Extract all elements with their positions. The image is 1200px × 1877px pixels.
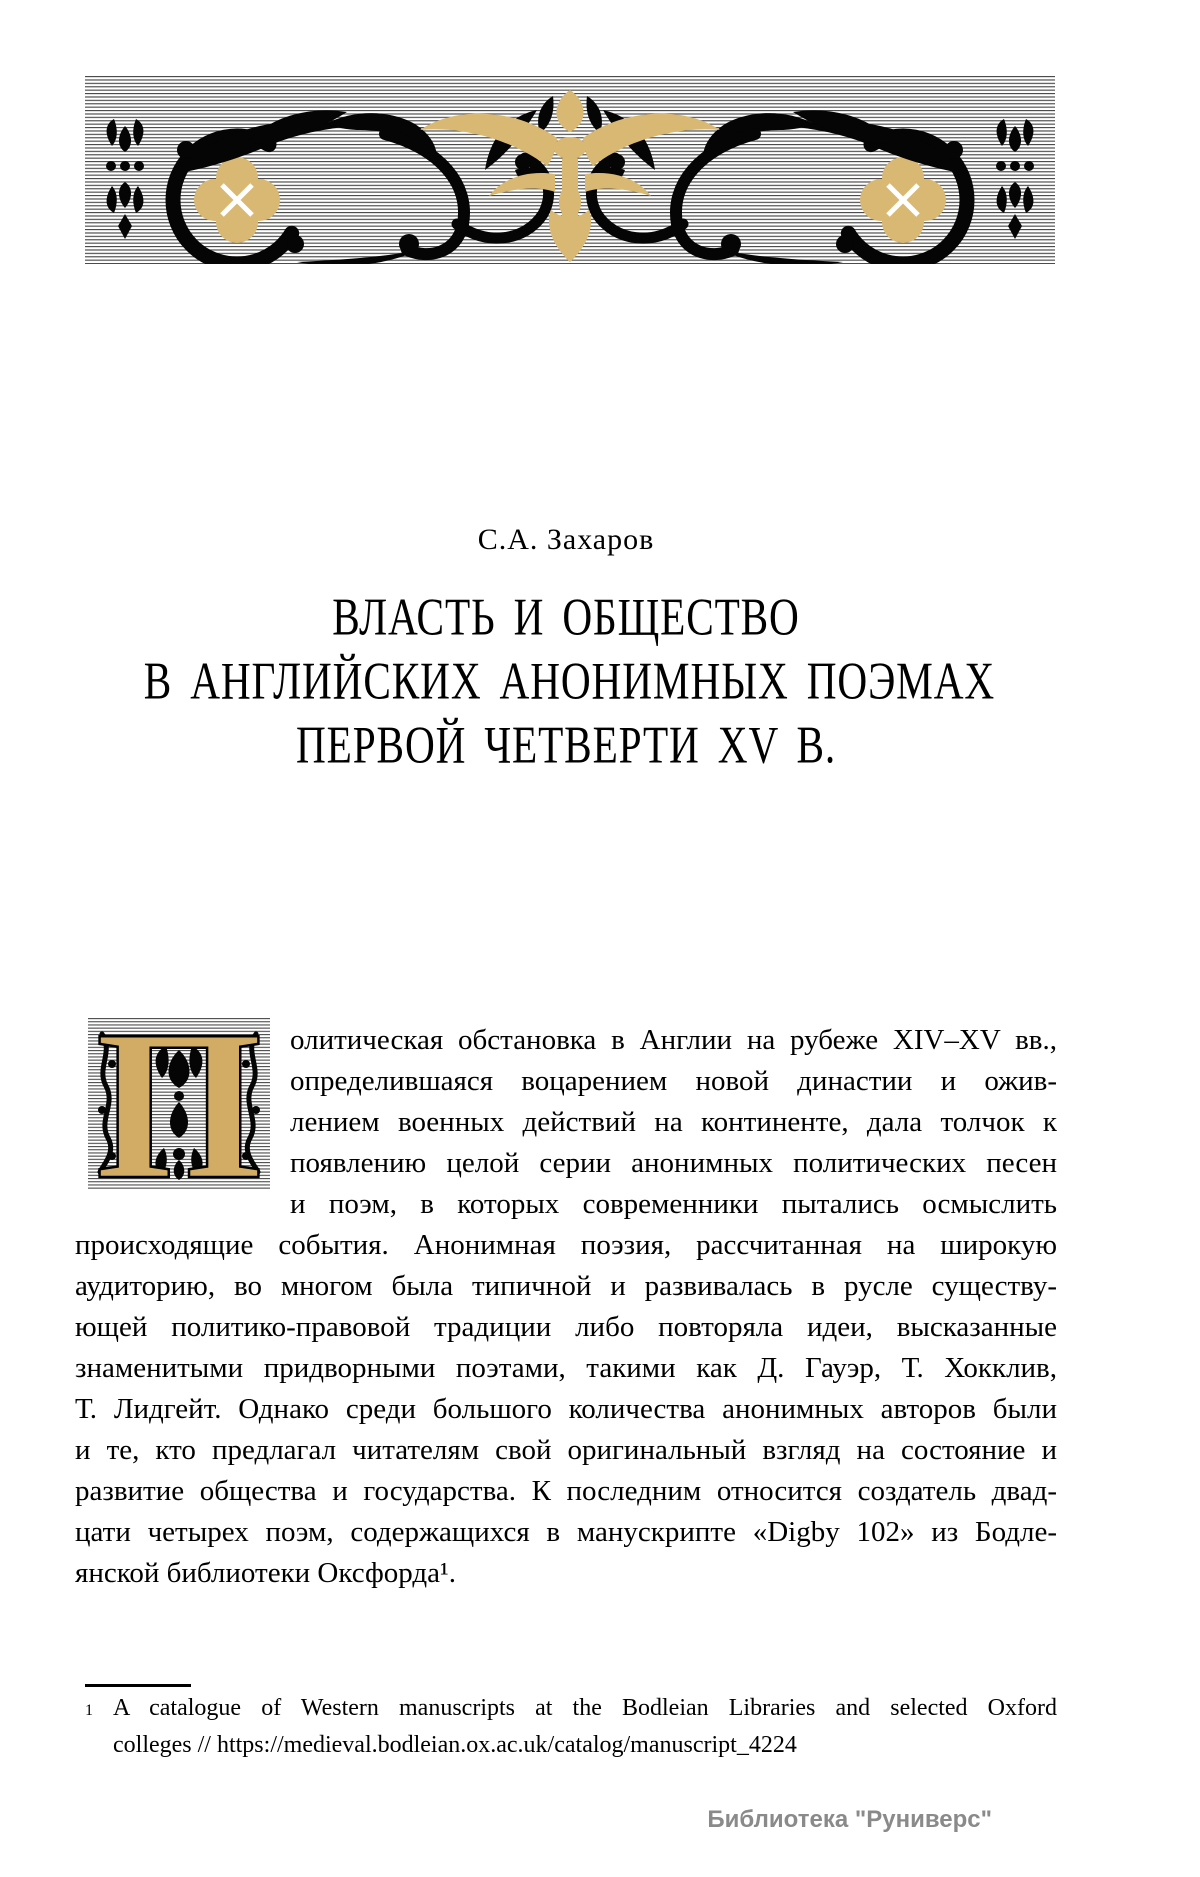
paragraph-line: ющей политико-правовой традиции либо повторяла идеи, высказанные xyxy=(75,1311,1057,1343)
footnote-text xyxy=(113,1690,1057,1764)
paragraph-line: цати четырех поэм, содержащихся в манускрипте «Digby 102» из Бодле- xyxy=(75,1516,1057,1548)
header-ornament-band xyxy=(85,76,1055,264)
paragraph-line: происходящие события. Анонимная поэзия, рассчитанная на широкую xyxy=(75,1229,1057,1261)
library-watermark: Библиотека "Руниверс" xyxy=(707,1806,992,1833)
body-paragraph xyxy=(75,1020,1057,1594)
footnote-line: A catalogue of Western manuscripts at the Bodleian Libraries and selected Oxford xyxy=(113,1695,1057,1721)
paragraph-line: Т. Лидгейт. Однако среди большого количества анонимных авторов были xyxy=(75,1393,1057,1425)
paragraph-line: янской библиотеки Оксфорда¹. xyxy=(75,1557,456,1589)
paragraph-line: и поэм, в которых современники пытались осмыслить xyxy=(290,1188,1057,1220)
article-title xyxy=(143,586,996,777)
paragraph-line: и те, кто предлагал читателям свой оригинальный взгляд на состояние и xyxy=(75,1434,1057,1466)
paragraph-line: знаменитыми придворными поэтами, такими как Д. Гауэр, Т. Хокклив, xyxy=(75,1352,1057,1384)
footnote-rule xyxy=(85,1684,191,1687)
floral-band-icon xyxy=(85,76,1055,264)
paragraph-line: появлению целой серии анонимных политических песен xyxy=(290,1147,1057,1179)
title-line: ПЕРВОЙ ЧЕТВЕРТИ XV В. xyxy=(295,716,837,775)
paragraph-line: определившаяся воцарением новой династии и ожив- xyxy=(290,1065,1057,1097)
paragraph-line: лением военных действий на континенте, дала толчок к xyxy=(290,1106,1057,1138)
paragraph-line: аудиторию, во многом была типичной и развивалась в русле существу- xyxy=(75,1270,1057,1302)
title-line: В АНГЛИЙСКИХ АНОНИМНЫХ ПОЭМАХ xyxy=(143,652,996,711)
paragraph-line: развитие общества и государства. К последним относится создатель двад- xyxy=(75,1475,1057,1507)
title-line: ВЛАСТЬ И ОБЩЕСТВО xyxy=(332,588,800,647)
footnote-line: colleges // https://medieval.bodleian.ox.ac.uk/catalog/manuscript_4224 xyxy=(113,1732,797,1758)
dropcap-letter: П xyxy=(95,1018,263,1190)
footnote-marker: 1 xyxy=(85,1702,93,1719)
paragraph-line: олитическая обстановка в Англии на рубеже XIV–XV вв., xyxy=(290,1024,1057,1056)
author-name: С.А. Захаров xyxy=(477,523,655,556)
footnote xyxy=(85,1690,1057,1764)
